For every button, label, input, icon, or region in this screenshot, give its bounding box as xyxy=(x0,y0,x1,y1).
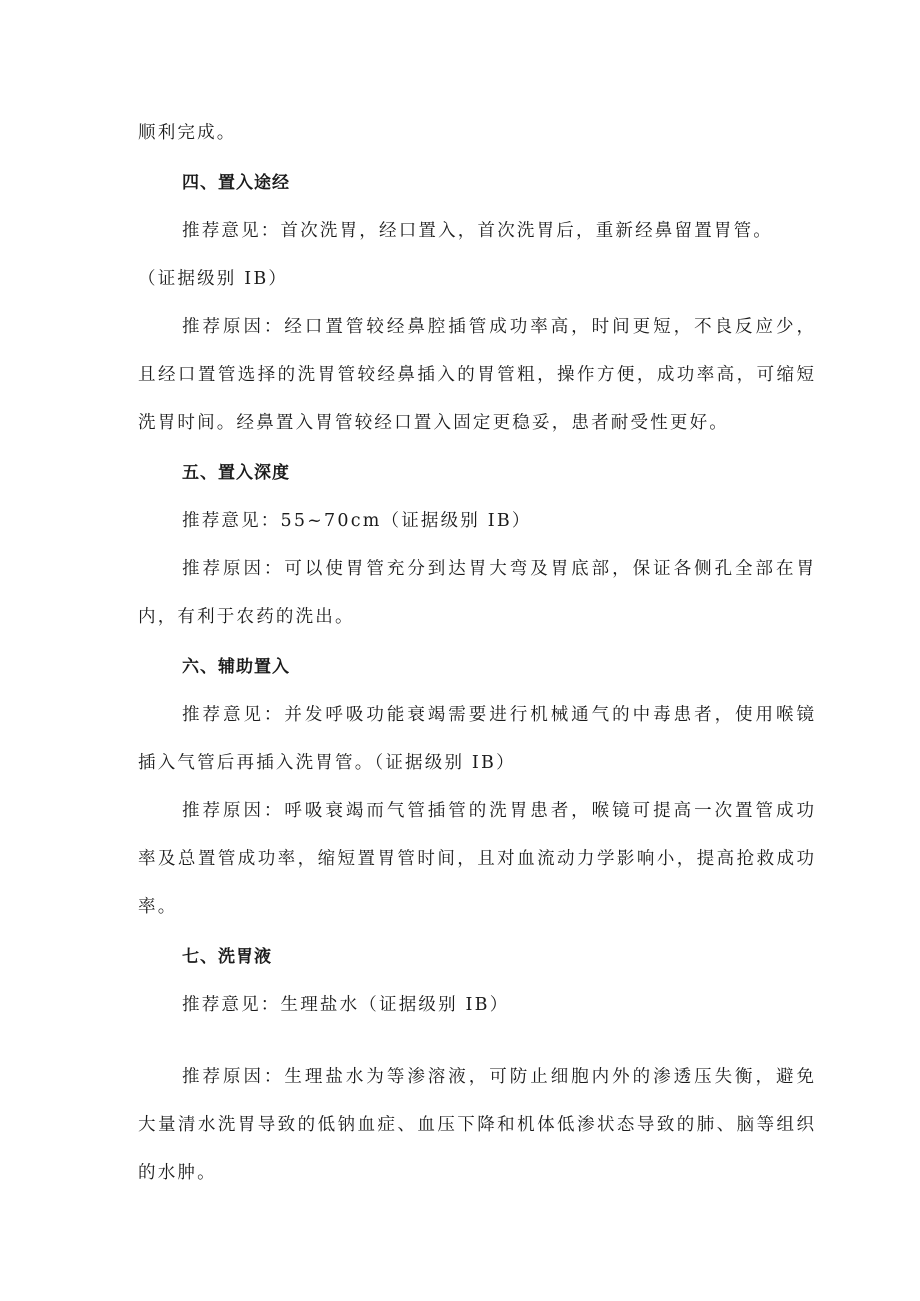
recommendation-route: 推荐意见：首次洗胃，经口置入，首次洗胃后，重新经鼻留置胃管。 xyxy=(182,221,773,241)
evidence-level-route: （证据级别 IB） xyxy=(138,269,289,289)
reason-depth-line-2: 内，有利于农药的洗出。 xyxy=(138,607,355,627)
section-heading-route: 四、置入途经 xyxy=(182,173,290,193)
recommendation-assisted-line-2: 插入气管后再插入洗胃管。（证据级别 IB） xyxy=(138,753,516,773)
recommendation-depth: 推荐意见：55~70cm（证据级别 IB） xyxy=(182,511,532,531)
reason-assisted-line-2: 率及总置管成功率，缩短置胃管时间，且对血流动力学影响小，提高抢救成功 xyxy=(138,849,814,869)
reason-depth-line-1: 推荐原因：可以使胃管充分到达胃大弯及胃底部，保证各侧孔全部在胃 xyxy=(182,559,814,579)
reason-route-line-1: 推荐原因：经口置管较经鼻腔插管成功率高，时间更短，不良反应少， xyxy=(182,317,814,337)
section-heading-lavage-fluid: 七、洗胃液 xyxy=(182,947,272,967)
reason-route-line-2: 且经口置管选择的洗胃管较经鼻插入的胃管粗，操作方便，成功率高，可缩短 xyxy=(138,365,814,385)
reason-lavage-fluid-line-3: 的水肿。 xyxy=(138,1163,217,1183)
section-heading-depth: 五、置入深度 xyxy=(182,463,290,483)
paragraph-continuation: 顺利完成。 xyxy=(138,123,237,143)
recommendation-assisted-line-1: 推荐意见：并发呼吸功能衰竭需要进行机械通气的中毒患者，使用喉镜 xyxy=(182,705,814,725)
section-heading-assisted: 六、辅助置入 xyxy=(182,657,290,677)
reason-route-line-3: 洗胃时间。经鼻置入胃管较经口置入固定更稳妥，患者耐受性更好。 xyxy=(138,413,729,433)
reason-assisted-line-3: 率。 xyxy=(138,897,178,917)
reason-lavage-fluid-line-1: 推荐原因：生理盐水为等渗溶液，可防止细胞内外的渗透压失衡，避免 xyxy=(182,1067,814,1087)
recommendation-lavage-fluid: 推荐意见：生理盐水（证据级别 IB） xyxy=(182,995,510,1015)
reason-assisted-line-1: 推荐原因：呼吸衰竭而气管插管的洗胃患者，喉镜可提高一次置管成功 xyxy=(182,801,814,821)
reason-lavage-fluid-line-2: 大量清水洗胃导致的低钠血症、血压下降和机体低渗状态导致的肺、脑等组织 xyxy=(138,1115,814,1135)
